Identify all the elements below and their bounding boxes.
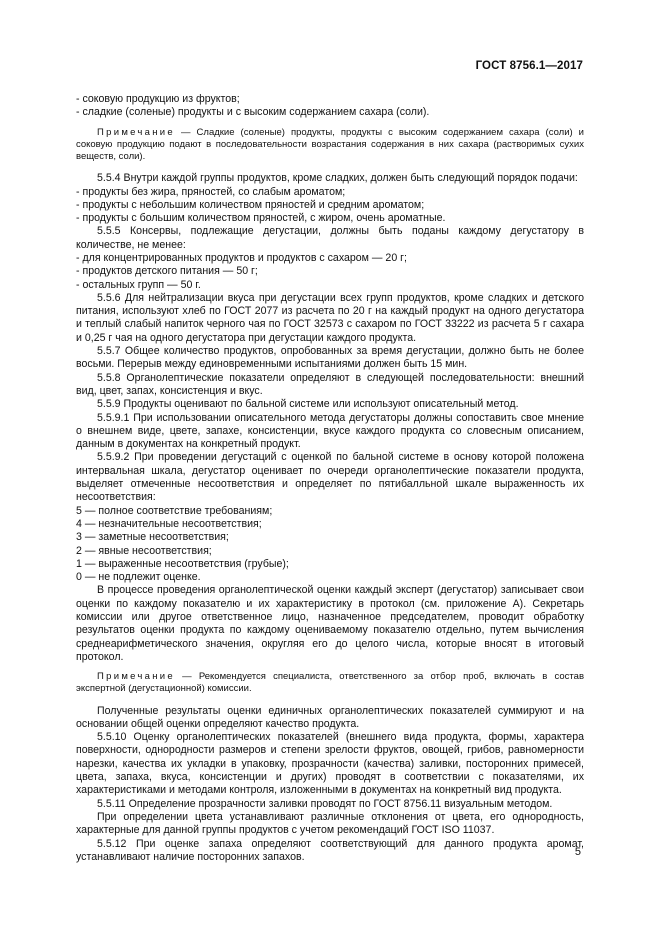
scale-item: 4 — незначительные несоответствия; <box>76 517 262 530</box>
paragraph-5-5-7: 5.5.7 Общее количество продуктов, опробованных за время дегустации, должно быть не более восьми. Перерыв между единовременными испытаниями должен быть 15 мин. <box>76 345 584 371</box>
scale-item: 2 — явные несоответствия; <box>76 544 212 557</box>
page-number: 5 <box>574 846 581 858</box>
paragraph-5-5-4: 5.5.4 Внутри каждой группы продуктов, кроме сладких, должен быть следующий порядок подачи: <box>97 172 578 185</box>
note-text: — Сладкие (соленые) продукты, продукты с высоким содержанием сахара (соли) и соковую продукцию подают в последовательности возрастания содержания в них сахара (растворимых сухих веществ, соли). <box>76 126 584 162</box>
paragraph-5-5-8: 5.5.8 Органолептические показатели определяют в следующей последовательности: внешний вид, цвет, запах, консистенция и вкус. <box>76 371 584 397</box>
note-1 <box>76 127 584 164</box>
scale-item: 1 — выраженные несоответствия (грубые); <box>76 557 289 570</box>
scale-item: 0 — не подлежит оценке. <box>76 571 201 584</box>
scale-item: 3 — заметные несоответствия; <box>76 531 229 544</box>
list-item: - продукты с большим количеством пряностей, с жиром, очень ароматные. <box>76 212 446 225</box>
paragraph-5-5-10: 5.5.10 Оценку органолептических показателей (внешнего вида продукта, формы, характера поверхности, однородности размеров и степени зрелости фруктов, овощей, грибов, равномерности нарезки, качества их укладки в упаковку, прозрачности (качества) заливки, посторонних примесей, цвета, запаха, вкуса, консистенции и других) проводят в соответствии с показателями, их характеристиками и методами контроля, изложенными в документах на конкретный вид продукта. <box>76 731 584 797</box>
note-label: Примечание <box>97 671 175 683</box>
paragraph-5-5-9-2: 5.5.9.2 При проведении дегустаций с оценкой по бальной системе в основу которой положена интервальная шкала, дегустатор оценивает по очереди органолептические показатели продукта, выделяет отмеченные несоответствия и определяет по пятибалльной шкале выраженность их несоответствия: <box>76 451 584 504</box>
list-item: - продуктов детского питания — 50 г; <box>76 265 258 278</box>
note-2 <box>76 671 584 695</box>
list-item: - продукты без жира, пряностей, со слабым ароматом; <box>76 185 346 198</box>
list-item: - продукты с небольшим количеством пряностей и средним ароматом; <box>76 198 425 211</box>
paragraph-results: Полученные результаты оценки единичных органолептических показателей суммируют и на основании общей оценки определяют качество продукта. <box>76 704 584 730</box>
note-text: — Рекомендуется специалиста, ответственного за отбор проб, включать в состав экспертной (дегустационной) комиссии. <box>76 671 584 695</box>
list-item: - для концентрированных продуктов и продуктов с сахаром — 20 г; <box>76 251 407 264</box>
paragraph-5-5-12: 5.5.12 При оценке запаха определяют соответствующий для данного продукта аромат, устанавливают наличие посторонних запахов. <box>76 837 584 863</box>
list-item: - сладкие (соленые) продукты и с высоким содержанием сахара (соли). <box>76 106 430 119</box>
paragraph-5-5-9: 5.5.9 Продукты оценивают по бальной системе или используют описательный метод. <box>97 398 519 411</box>
paragraph-5-5-5: 5.5.5 Консервы, подлежащие дегустации, должны быть поданы каждому дегустатору в количестве, не менее: <box>76 225 584 251</box>
paragraph-5-5-9-1: 5.5.9.1 При использовании описательного метода дегустаторы должны сопоставить свое мнение о внешнем виде, цвете, запахе, консистенции, вкусе каждого продукта со словесным описанием, данным в документах на конкретный продукт. <box>76 411 584 451</box>
list-item: - остальных групп — 50 г. <box>76 278 201 291</box>
paragraph-5-5-11: 5.5.11 Определение прозрачности заливки проводят по ГОСТ 8756.11 визуальным методом. <box>97 797 553 810</box>
paragraph-5-5-6: 5.5.6 Для нейтрализации вкуса при дегустации всех групп продуктов, кроме сладких и детского питания, используют хлеб по ГОСТ 2077 из расчета по 20 г на каждый продукт на одного дегустатора и теплый слабый напиток черного чая по ГОСТ 32573 с сахаром по ГОСТ 33222 из расчета 5 г сахара и 0,25 г чая на одного дегустатора при дегустации каждого продукта. <box>76 291 584 344</box>
list-item: - соковую продукцию из фруктов; <box>76 93 240 105</box>
paragraph-color: При определении цвета устанавливают различные отклонения от цвета, его однородность, характерные для данной группы продуктов с учетом рекомендаций ГОСТ ISO 11037. <box>76 810 584 837</box>
paragraph-process: В процессе проведения органолептической оценки каждый эксперт (дегустатор) записывает свои оценки по каждому показателю и их характеристику в протокол (см. приложение А). Секретарь комиссии или другое ответственное лицо, назначенное председателем, проводит обработку результатов оценки продукта по каждому оцениваемому показателю отдельно, путем вычисления среднеарифметического значения, округляя его до целого числа, которые вносят в итоговый протокол. <box>76 584 584 663</box>
note-label: Примечание <box>97 126 175 138</box>
scale-item: 5 — полное соответствие требованиям; <box>76 504 273 517</box>
document-code-header: ГОСТ 8756.1—2017 <box>475 60 583 72</box>
document-body <box>76 93 584 864</box>
